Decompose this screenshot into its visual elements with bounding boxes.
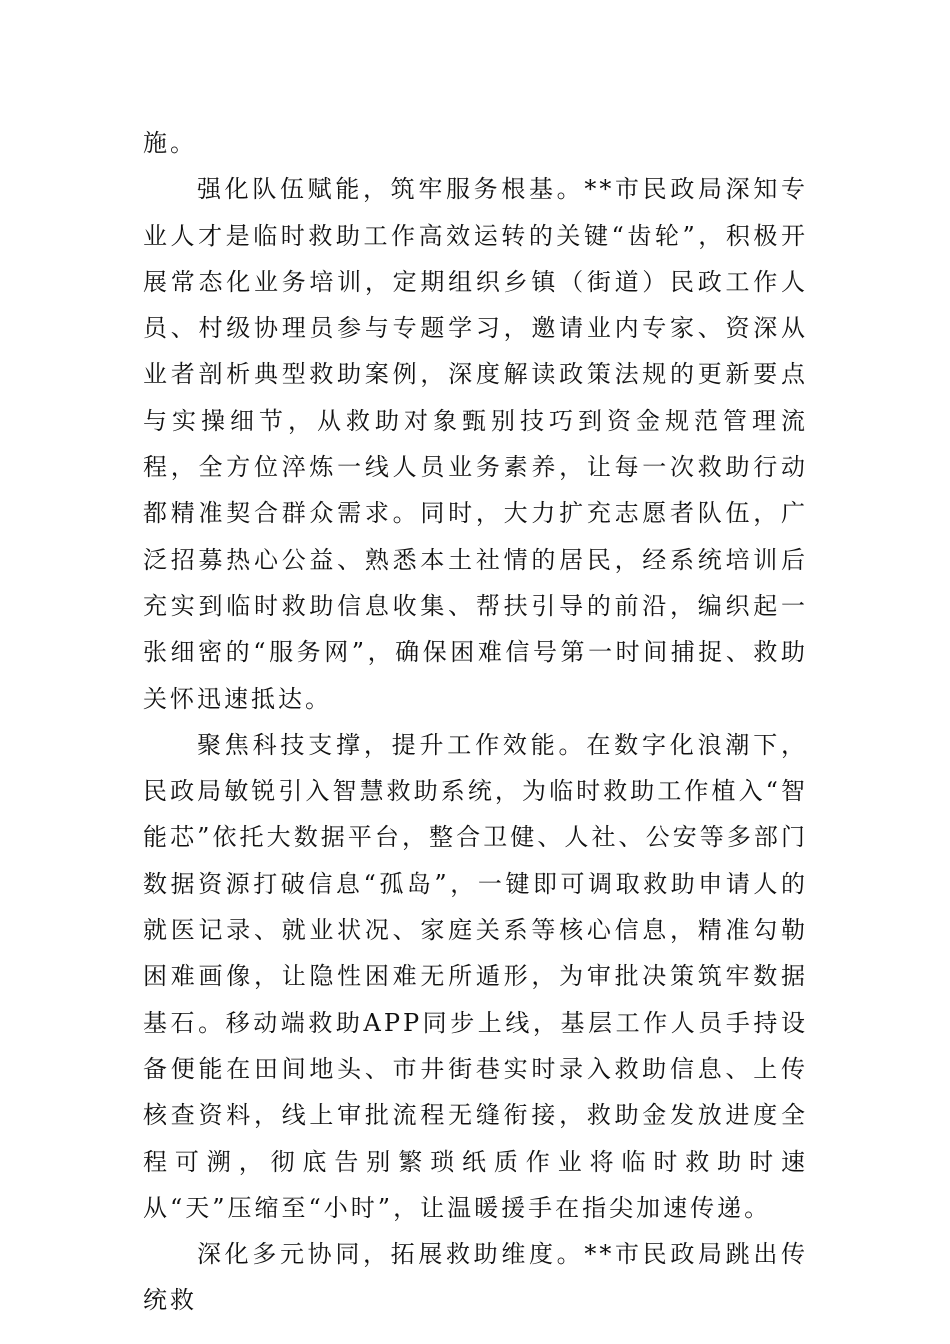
paragraph-team-empowerment: 强化队伍赋能，筑牢服务根基。**市民政局深知专业人才是临时救助工作高效运转的关键“齿轮”，积极开展常态化业务培训，定期组织乡镇（街道）民政工作人员、村级协理员参与专题学习，邀请业内专家、资深从业者剖析典型救助案例，深度解读政策法规的更新要点与实操细节，从救助对象甄别技巧到资金规范管理流程，全方位淬炼一线人员业务素养，让每一次救助行动都精准契合群众需求。同时，大力扩充志愿者队伍，广泛招募热心公益、熟悉本土社情的居民，经系统培训后充实到临时救助信息收集、帮扶引导的前沿，编织起一张细密的“服务网”，确保困难信号第一时间捕捉、救助关怀迅速抵达。 — [143, 175, 808, 713]
paragraph-tech-support: 聚焦科技支撑，提升工作效能。在数字化浪潮下，民政局敏锐引入智慧救助系统，为临时救助工作植入“智能芯”依托大数据平台，整合卫健、人社、公安等多部门数据资源打破信息“孤岛”，一键即可调取救助申请人的就医记录、就业状况、家庭关系等核心信息，精准勾勒困难画像，让隐性困难无所遁形，为审批决策筑牢数据基石。移动端救助APP同步上线，基层工作人员手持设备便能在田间地头、市井街巷实时录入救助信息、上传核查资料，线上审批流程无缝衔接，救助金发放进度全程可溯，彻底告别繁琐纸质作业将临时救助时速从“天”压缩至“小时”，让温暖援手在指尖加速传递。 — [143, 730, 808, 1222]
body-text — [143, 120, 808, 1324]
paragraph-continuation: 施。 — [143, 129, 197, 157]
paragraph-multi-collaboration: 深化多元协同，拓展救助维度。**市民政局跳出传统救 — [143, 1240, 808, 1315]
